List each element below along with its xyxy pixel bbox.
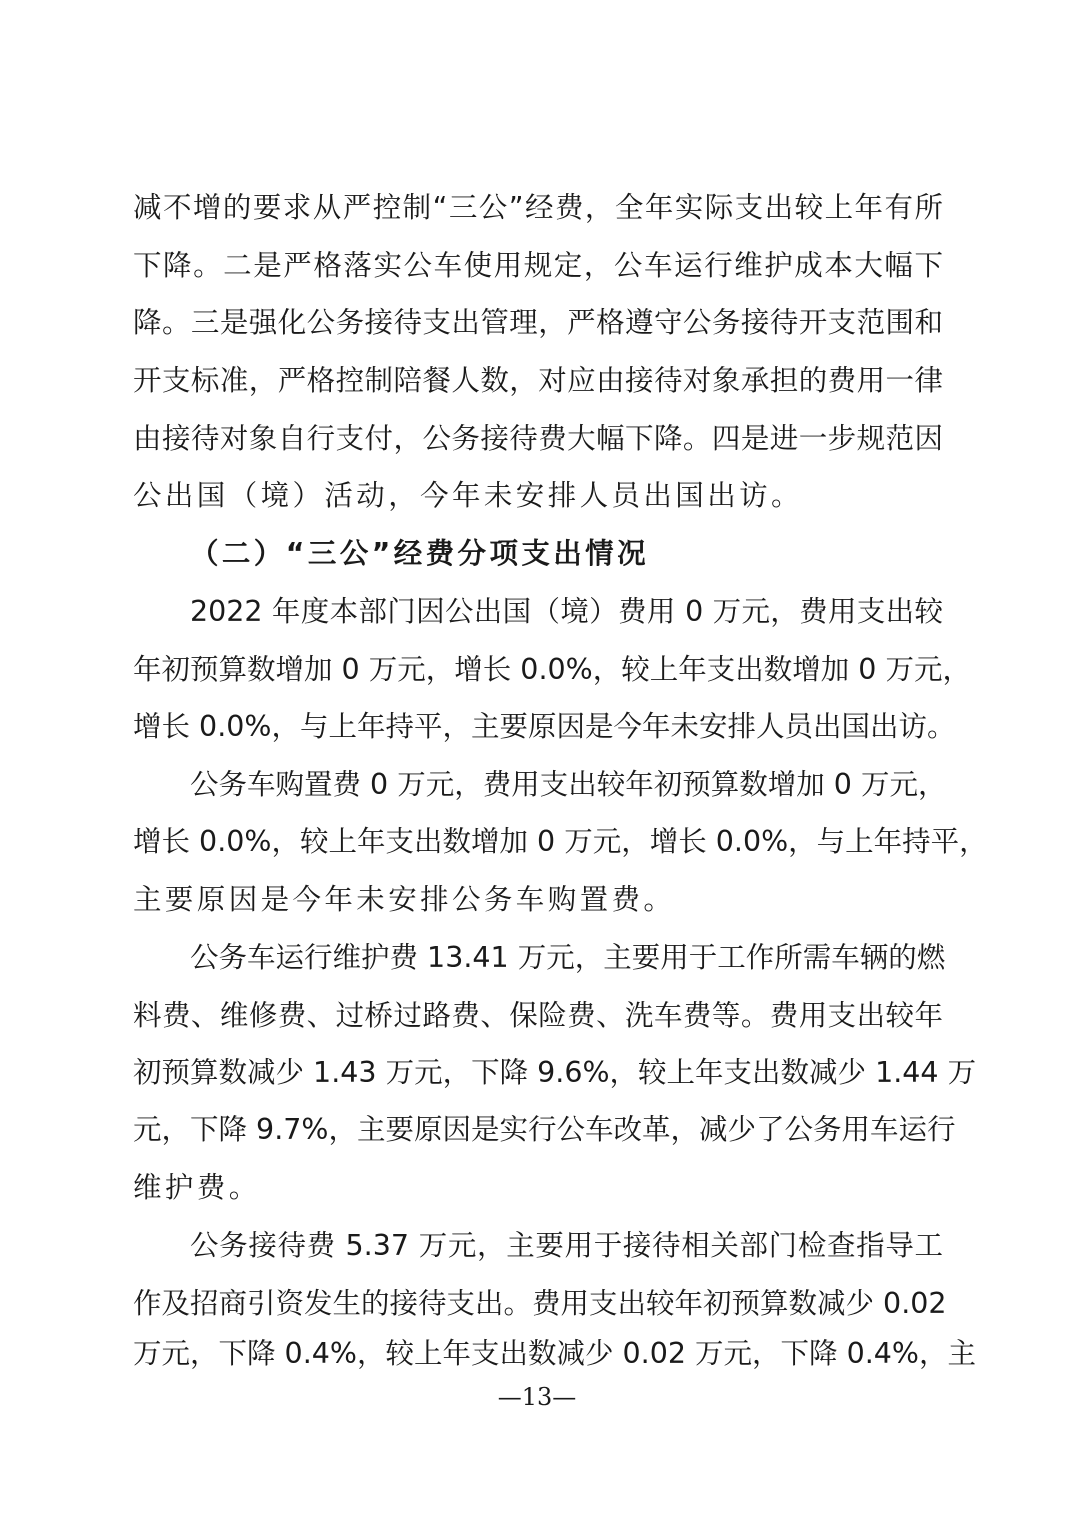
body-text-line: 公务车购置费 0 万元，费用支出较年初预算数增加 0 万元， (190, 768, 947, 801)
body-text-line: 2022 年度本部门因公出国（境）费用 0 万元，费用支出较 (190, 595, 943, 628)
body-text-line: 降。三是强化公务接待支出管理，严格遵守公务接待开支范围和 (133, 306, 943, 339)
body-text-line: 初预算数减少 1.43 万元，下降 9.6%，较上年支出数减少 1.44 万 (133, 1056, 977, 1089)
body-text-line: 料费、维修费、过桥过路费、保险费、洗车费等。费用支出较年 (133, 999, 943, 1032)
body-text-line: 公务接待费 5.37 万元，主要用于接待相关部门检查指导工 (190, 1229, 943, 1262)
body-text-line: 开支标准，严格控制陪餐人数，对应由接待对象承担的费用一律 (133, 364, 943, 397)
body-text-line: 下降。二是严格落实公车使用规定，公车运行维护成本大幅下 (133, 249, 943, 282)
body-text-line: 主要原因是今年未安排公务车购置费。 (133, 883, 676, 916)
page-number: —13— (497, 1383, 577, 1411)
body-text-line: 公务车运行维护费 13.41 万元，主要用于工作所需车辆的燃 (190, 941, 946, 974)
body-text-line: 年初预算数增加 0 万元，增长 0.0%，较上年支出数增加 0 万元， (133, 653, 971, 686)
section-heading: （二）“三公”经费分项支出情况 (190, 537, 649, 570)
body-text-line: 公出国（境）活动，今年未安排人员出国出访。 (133, 479, 803, 512)
body-text-line: 增长 0.0%，较上年支出数增加 0 万元，增长 0.0%，与上年持平， (133, 825, 988, 858)
body-text-line: 由接待对象自行支付，公务接待费大幅下降。四是进一步规范因 (133, 422, 943, 455)
body-text-line: 增长 0.0%，与上年持平，主要原因是今年未安排人员出国出访。 (133, 710, 956, 743)
body-text-line: 减不增的要求从严控制“三公”经费，全年实际支出较上年有所 (133, 191, 943, 224)
body-text-line: 维护费。 (133, 1171, 261, 1204)
body-text-line: 万元，下降 0.4%，较上年支出数减少 0.02 万元，下降 0.4%，主 (133, 1337, 977, 1370)
body-text-line: 作及招商引资发生的接待支出。费用支出较年初预算数减少 0.02 (133, 1287, 947, 1320)
body-text-line: 元，下降 9.7%，主要原因是实行公车改革，减少了公务用车运行 (133, 1113, 956, 1146)
